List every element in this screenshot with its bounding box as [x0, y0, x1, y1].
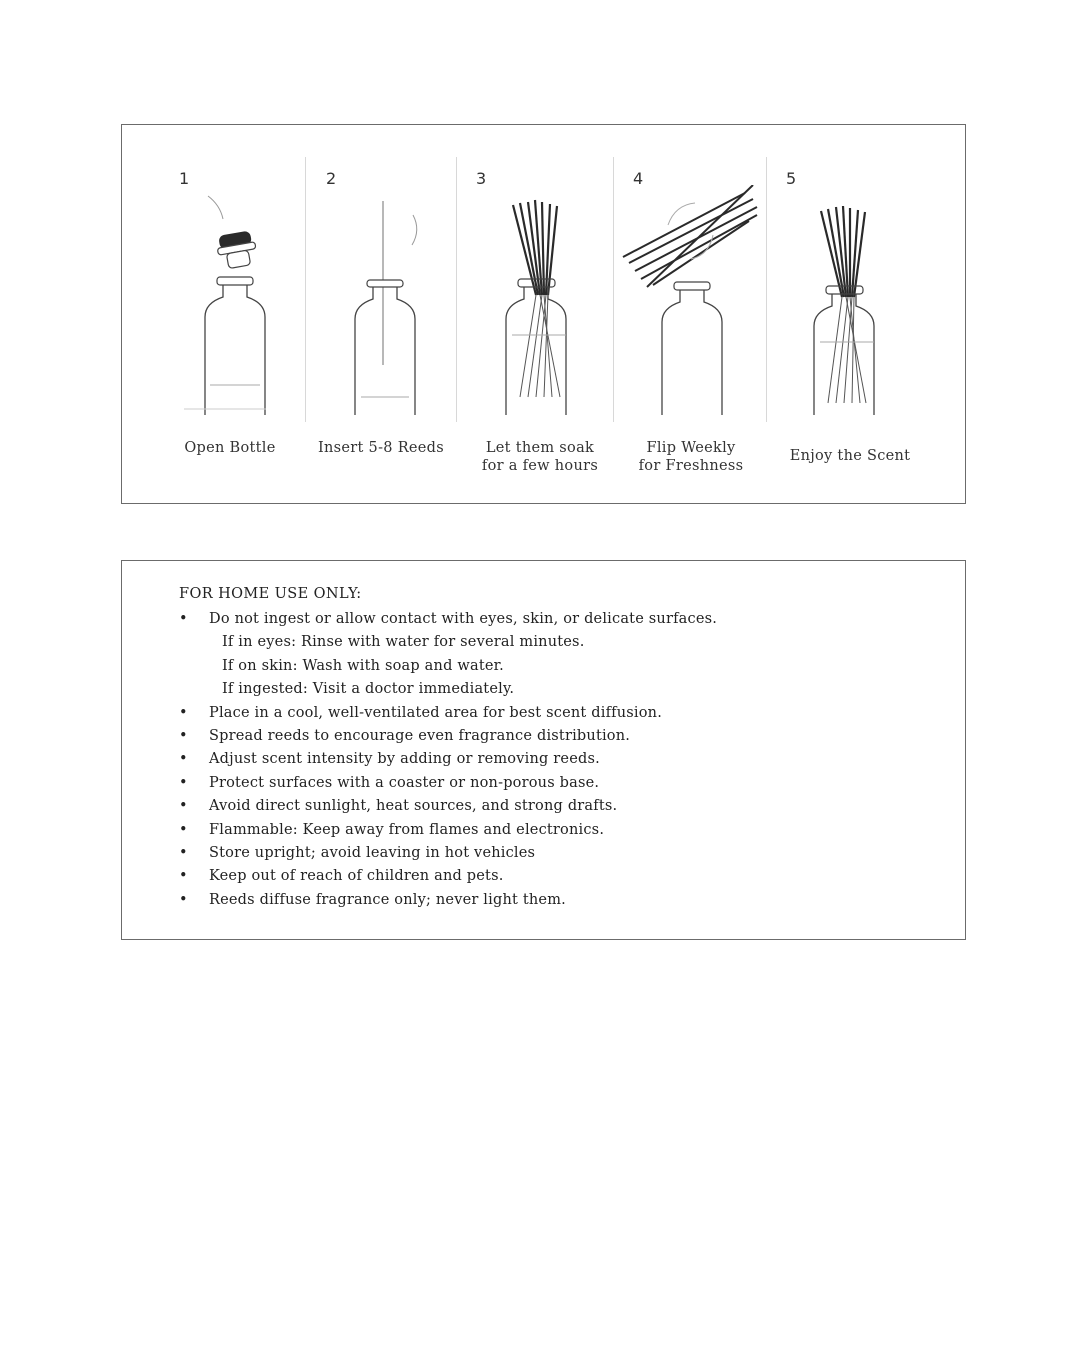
list-item: • Flammable: Keep away from flames and electronics.: [179, 821, 605, 838]
step-number: 3: [476, 169, 487, 188]
warnings-list: [179, 608, 717, 912]
step-caption: Let them soak for a few hours: [481, 440, 599, 474]
step-number: 1: [179, 169, 190, 188]
bottle-with-reeds-icon: [456, 185, 613, 415]
step-3: [456, 125, 613, 503]
list-item: • Do not ingest or allow contact with eyes, skin, or delicate surfaces.: [179, 611, 718, 627]
list-subitem: If in eyes: Rinse with water for several minutes.: [222, 634, 585, 651]
step-caption: Open Bottle: [184, 440, 276, 456]
step-caption: Insert 5-8 Reeds: [317, 440, 445, 456]
step-2: [305, 125, 455, 503]
step-caption: Flip Weekly for Freshness: [638, 440, 744, 474]
instructions-panel: [121, 124, 966, 504]
step-5: [766, 125, 966, 503]
list-item: • Avoid direct sunlight, heat sources, and strong drafts.: [179, 798, 618, 815]
warnings-panel: [121, 560, 966, 940]
bottle-insert-reed-icon: [305, 185, 455, 415]
step-4: [613, 125, 766, 503]
step-number: 5: [786, 169, 797, 188]
list-item: • Place in a cool, well-ventilated area for best scent diffusion.: [179, 704, 663, 721]
list-item: • Store upright; avoid leaving in hot vehicles: [179, 844, 536, 861]
bottle-with-reeds-icon: [766, 185, 966, 415]
step-number: 2: [326, 169, 337, 188]
list-item: • Keep out of reach of children and pets.: [179, 868, 504, 885]
list-item: • Reeds diffuse fragrance only; never light them.: [179, 891, 566, 908]
list-item: • Adjust scent intensity by adding or removing reeds.: [179, 751, 600, 768]
step-1: [122, 125, 305, 503]
warnings-title: FOR HOME USE ONLY:: [179, 586, 362, 602]
list-subitem: If ingested: Visit a doctor immediately.: [222, 681, 515, 698]
list-subitem: If on skin: Wash with soap and water.: [222, 657, 504, 674]
step-caption: Enjoy the Scent: [789, 448, 911, 464]
step-number: 4: [633, 169, 644, 188]
list-item: • Protect surfaces with a coaster or non-porous base.: [179, 774, 600, 791]
list-item: • Spread reeds to encourage even fragrance distribution.: [179, 727, 631, 744]
bottle-uncork-icon: [122, 185, 305, 415]
flip-reeds-icon: [613, 185, 766, 415]
